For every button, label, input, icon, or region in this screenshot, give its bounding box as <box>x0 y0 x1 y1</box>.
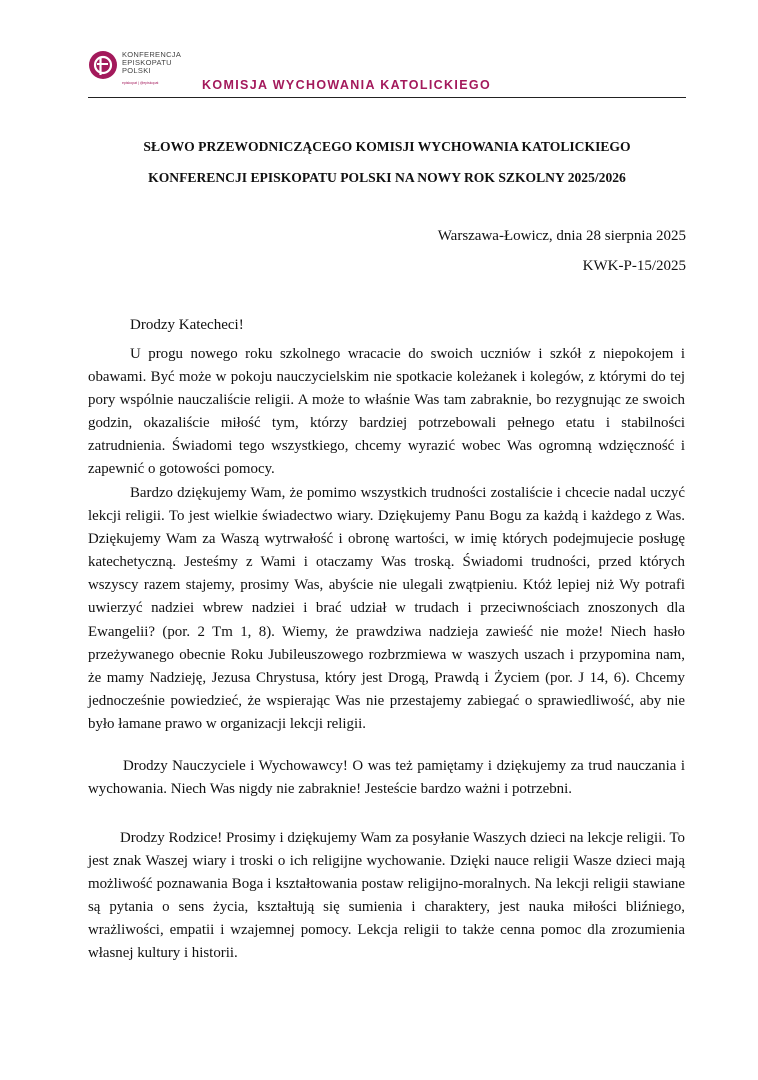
paragraph-1: U progu nowego roku szkolnego wracacie do swoich uczniów i szkół z niepokojem i obawami. Być może w pokoju nauczycielskim nie spotkacie koleżanek i kolegów, z którymi do tej pory wspólnie nauczaliście religii. A może to właśnie Was tam zabraknie, bo rezygnując ze swoich godzin, okazaliście miłość tym, którzy bardziej potrzebowali pełnego etatu i stabilności zatrudnienia. Świadomi tego wszystkiego, chcemy wyrazić wobec Was ogromną wdzięczność i zapewnić o gotowości pomocy. <box>88 346 685 478</box>
document-header <box>0 0 758 100</box>
place-date: Warszawa-Łowicz, dnia 28 sierpnia 2025 <box>437 228 686 244</box>
conference-logo-icon <box>88 50 118 80</box>
paragraph-3: Drodzy Nauczyciele i Wychowawcy! O was też pamiętamy i dziękujemy za trud nauczania i wychowania. Niech Was nigdy nie zabraknie! Jesteście bardzo ważni i potrzebni. <box>88 758 685 798</box>
commission-name: KOMISJA WYCHOWANIA KATOLICKIEGO <box>202 78 492 92</box>
logo-line: EPISKOPATU <box>122 58 172 68</box>
logo-line: POLSKI <box>122 66 151 76</box>
document-title-line-1: SŁOWO PRZEWODNICZĄCEGO KOMISJI WYCHOWANIA KATOLICKIEGO <box>143 139 631 154</box>
reference-number: KWK-P-15/2025 <box>582 258 686 274</box>
paragraph-4: Drodzy Rodzice! Prosimy i dziękujemy Wam za posyłanie Waszych dzieci na lekcje religii. To jest znak Waszej wiary i troski o ich religijne wychowanie. Dzięki nauce religii Wasze dzieci mają możliwość poznawania Boga i kształtowania postaw religijno-moralnych. Na lekcji religii stawiane są pytania o sens życia, kształtują się sumienia i charaktery, jest nauka miłości bliźniego, wrażliwości, empatii i wzajemnej pomocy. Lekcja religii to także cenna pomoc dla zrozumienia własnej kultury i historii. <box>88 830 685 962</box>
header-divider <box>88 97 686 98</box>
logo-tagline: episkopat | @episkopat <box>122 81 159 85</box>
logo-line: KONFERENCJA <box>122 50 182 59</box>
paragraph-2: Bardzo dziękujemy Wam, że pomimo wszystkich trudności zostaliście i chcecie nadal uczyć lekcji religii. To jest wielkie świadectwo wiary. Dziękujemy Panu Bogu za każdą i każdego z Was. Dziękujemy Wam za Waszą wytrwałość i obronę wartości, w imię których podejmujecie posługę katechetyczną. Jesteśmy z Wami i otaczamy Was troską. Świadomi trudności, przed których wszyscy razem stajemy, prosimy Was, abyście nie ulegali zwątpieniu. Któż lepiej niż Wy potrafi uwierzyć nadziei wbrew nadziei i brać udział w trudach i przeciwnościach znoszonych dla Ewangelii? (por. 2 Tm 1, 8). Wiemy, że prawdziwa nadzieja zawieść nie może! Niech hasło przeżywanego obecnie Roku Jubileuszowego rozbrzmiewa w waszych uszach i przypomina nam, że mamy Nadzieję, Jezusa Chrystusa, który jest Drogą, Prawdą i Życiem (por. J 14, 6). Chcemy jednocześnie powiedzieć, że wspierając Was nie przestajemy zabiegać o sprawiedliwość, aby nie było łamane prawo w organizacji lekcji religii. <box>88 485 685 732</box>
logo-wordmark <box>122 51 181 76</box>
document-title-line-2: KONFERENCJI EPISKOPATU POLSKI NA NOWY ROK SZKOLNY 2025/2026 <box>148 170 626 185</box>
greeting: Drodzy Katecheci! <box>130 317 244 333</box>
